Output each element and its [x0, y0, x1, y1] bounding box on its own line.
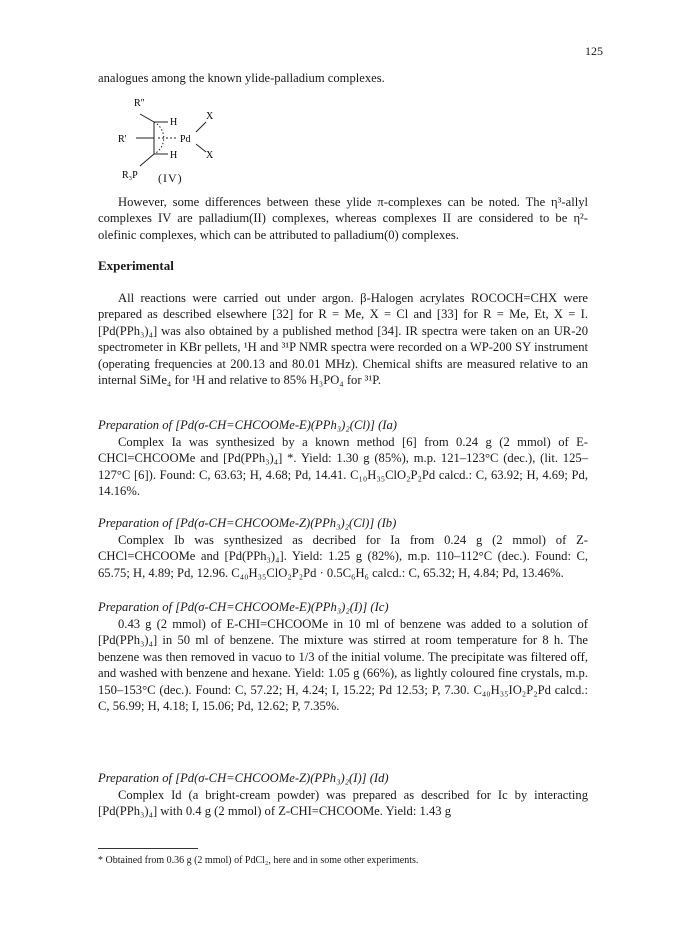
atom-x-top: X	[206, 111, 214, 122]
bond-x-bottom	[196, 144, 206, 152]
atom-r2: R"	[134, 98, 145, 109]
prep-ic-text: 0.43 g (2 mmol) of E-CHI=CHCOOMe in 10 ml of benzene was added to a solution of [Pd(PPh₃)₄] in 50 ml of benzene. The mixture was stirred at room temperature for 8 h. The benzene was then removed in vacuo to 1/3 of the initial volume. The precipitate was filtered off, and washed with benzene and hexane. Yield: 1.05 g (66%), as lightly coloured fine crystals, m.p. 150–153°C (dec.). Found: C, 57.22; H, 4.24; I, 15.22; Pd 12.53; P, 7.30. C₄₀H₃₅IO₂P₂Pd calcd.: C, 56.99; H, 4.18; I, 15.06; Pd, 12.62; P, 7.35%.	[98, 617, 588, 714]
prep-ic-heading: Preparation of [Pd(σ-CH=CHCOOMe-E)(PPh₃)₂(I)] (Ic)	[98, 600, 389, 614]
experimental-paragraph: All reactions were carried out under argon. β-Halogen acrylates ROCOCH=CHX were prepared as described elsewhere [32] for R = Me, X = Cl and [33] for R = Me, Et, X = I. [Pd(PPh₃)₄] was also obtained by a published method [34]. IR spectra were taken on an UR-20 spectrometer in KBr pellets, ¹H and ³¹P NMR spectra were recorded on a WP-200 SY instrument (operating frequencies at 200.13 and 80.01 MHz). Chemical shifts are measured relative to an internal SiMe₄ for ¹H and relative to 85% H₃PO₄ for ³¹P.	[98, 291, 588, 388]
prep-ib-heading: Preparation of [Pd(σ-CH=CHCOOMe-Z)(PPh₃)₂(Cl)] (Ib)	[98, 516, 397, 530]
prep-ib-block	[98, 532, 588, 581]
prep-id-block	[98, 787, 588, 820]
bond-x-top	[196, 122, 206, 132]
intro-text: analogues among the known ylide-palladium complexes.	[98, 71, 385, 85]
atom-h-bottom: H	[170, 150, 178, 161]
prep-id-heading: Preparation of [Pd(σ-CH=CHCOOMe-Z)(PPh₃)₂(I)] (Id)	[98, 771, 389, 785]
footnote-divider	[98, 848, 198, 849]
atom-r1: R'	[118, 134, 127, 145]
structure-label: (IV)	[158, 171, 183, 185]
prep-ic-block	[98, 616, 588, 714]
atom-x-bottom: X	[206, 150, 214, 161]
experimental-block	[98, 290, 588, 388]
page-number: 125	[585, 44, 603, 58]
footnote: * Obtained from 0.36 g (2 mmol) of PdCl₂, here and in some other experiments.	[98, 855, 419, 866]
prep-ia-block	[98, 434, 588, 500]
allyl-backbone	[140, 114, 154, 166]
prep-ia-heading: Preparation of [Pd(σ-CH=CHCOOMe-E)(PPh₃)₂(Cl)] (Ia)	[98, 418, 397, 432]
intro-line	[98, 70, 588, 86]
atom-pd: Pd	[180, 134, 191, 145]
prep-ia-text: Complex Ia was synthesized by a known method [6] from 0.24 g (2 mmol) of E-CHCl=CHCOOMe and [Pd(PPh₃)₄] *. Yield: 1.30 g (85%), m.p. 121–123°C (dec.), (lit. 125–127°C [6]). Found: C, 63.63; H, 4.68; Pd, 14.41. C₁₀H₃₅ClO₂P₂Pd calcd.: C, 63.92; H, 4.69; Pd, 14.16%.	[98, 435, 588, 499]
atom-h-top: H	[170, 117, 178, 128]
prep-ib-text: Complex Ib was synthesized as decribed for Ia from 0.24 g (2 mmol) of Z-CHCl=CHCOOMe and [Pd(PPh₃)₄]. Yield: 1.25 g (82%), m.p. 110–112°C (dec.). Found: C, 65.75; H, 4.89; Pd, 12.96. C₄₀H₃₅ClO₂P₂Pd · 0.5C₆H₆ calcd.: C, 65.32; H, 4.84; Pd, 13.46%.	[98, 533, 588, 580]
discussion-block	[98, 194, 588, 243]
prep-id-text: Complex Id (a bright-cream powder) was prepared as described for Ic by interacting [Pd(PPh₃)₄] with 0.4 g (2 mmol) of Z-CHI=CHCOOMe. Yield: 1.43 g	[98, 788, 588, 819]
atom-r3p: R₃P	[122, 170, 138, 181]
experimental-heading: Experimental	[98, 258, 174, 273]
discussion-paragraph: However, some differences between these ylide π-complexes can be noted. The η³-allyl complexes IV are palladium(II) complexes, whereas complexes II are considered to be η²-olefinic complexes, which can be attributed to palladium(0) complexes.	[98, 195, 588, 242]
